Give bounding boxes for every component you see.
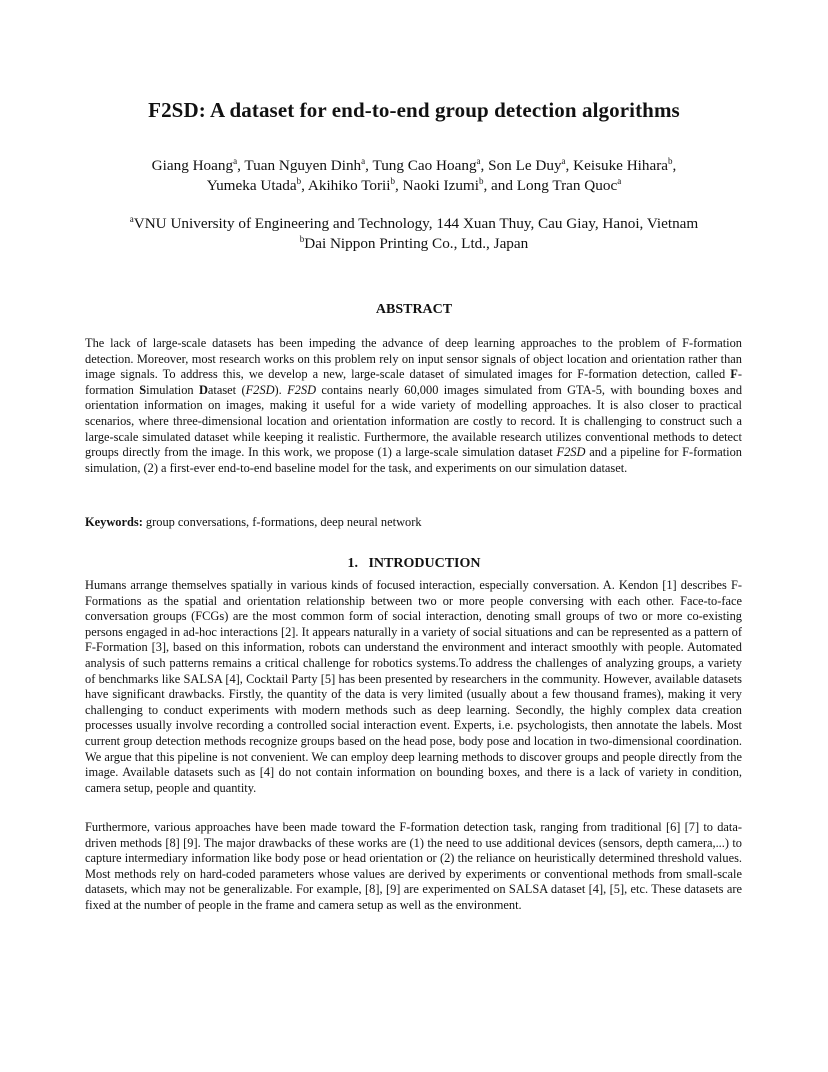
affiliation-marker: a: [476, 156, 481, 166]
author-name: Akihiko Torii: [307, 177, 391, 194]
abstract-name-bold: D: [198, 382, 208, 397]
intro-paragraph-2: Furthermore, various approaches have been made toward the F-formation detection task, ranging from traditional [6] [7] to data-driven methods [8] [9]. The major drawbacks of these works are (1) the need to use additional devices (sensors, depth camera,...) to capture intermediary information like body pose or head orientation or (2) the reliance on heuristically determined threshold values. Most methods rely on hard-coded parameters whose values are derived by experiments or conventional methods from small-scale datasets, which may not be generalizable. For example, [8], [9] are experimented on SALSA dataset [4], [5], etc. These datasets are fixed at the number of people in the frame and camera setup as well as the environment.: [85, 820, 742, 912]
affiliation-text: Dai Nippon Printing Co., Ltd., Japan: [304, 235, 529, 252]
abstract-text: -formation: [85, 367, 742, 397]
abstract-text: ).: [274, 382, 288, 397]
abstract-name-bold: F: [730, 367, 738, 382]
affiliation-marker: b: [478, 176, 484, 186]
abstract-heading: ABSTRACT: [375, 302, 453, 317]
author-name: Son Le Duy: [488, 157, 562, 174]
affiliation-marker: a: [361, 156, 366, 166]
intro-paragraph-1: Humans arrange themselves spatially in various kinds of focused interaction, especially conversation. A. Kendon [1] describes F-Formations as the spatial and orientation relationship between two or more people conversing with each other. Face-to-face conversation groups (FCGs) are the most common form of social interaction, denoting small groups of two or more co-existing persons engaged in ad-hoc interactions [2]. It appears naturally in a variety of social situations and can be represented as a pattern of F-Formation [3], based on this information, robots can understand the environment and interact smoothly with people. Automated analysis of such patterns remains a critical challenge for robotics systems.To address the challenges of analyzing groups, a variety of benchmarks like SALSA [4], Cocktail Party [5] has been presented by researchers in the community. However, available datasets have significant drawbacks. Firstly, the quantity of the data is very limited (usually about a few thousand frames), making it very challenging to conduct experiments with modern methods such as deep learning. Secondly, the highly complex data creation processes usually involve recording a controlled social interaction event. Experts, i.e. psychologists, then annotate the labels. Most current group detection methods recognize groups based on the head pose, body pose and location in two-dimensional coordination. We argue that this pipeline is not convenient. We can employ deep learning methods to discover groups and people directly from the image. Available datasets such as [4] do not contain information on bounding boxes, and there is a lack of variety in condition, camera setup, people and quantity.: [85, 578, 742, 795]
keywords: [85, 515, 742, 531]
affiliation-a: [60, 214, 768, 234]
affiliation-marker: b: [299, 234, 305, 244]
affiliation-text: VNU University of Engineering and Technology, 144 Xuan Thuy, Cau Giay, Hanoi, Vietnam: [133, 215, 699, 232]
affiliation-marker: b: [668, 156, 673, 166]
abstract-text: The lack of large-scale datasets has been impeding the advance of deep learning approaches to the problem of F-formation detection. Moreover, most research works on this problem rely on input sensor signals of object location and orientation rather than image signals. To address this, we develop a new, large-scale dataset of simulated images for F-formation detection, called: [85, 336, 742, 382]
author-name: Tung Cao Hoang: [372, 157, 477, 174]
abstract-text: ataset (: [207, 382, 246, 397]
affiliation-marker: b: [296, 176, 302, 186]
abstract-body: [85, 336, 742, 476]
abstract-text: and a pipeline for F-formation simulation, (2) a first-ever end-to-end baseline model for the task, and experiments on our simulation dataset.: [85, 445, 742, 475]
dataset-name: F2SD: [556, 445, 586, 460]
author-name: Naoki Izumi: [402, 177, 479, 194]
affiliation-b: [60, 234, 768, 254]
author-name: Yumeka Utada: [206, 177, 297, 194]
section-heading-introduction: 1. INTRODUCTION: [347, 556, 481, 571]
abstract-text: contains nearly 60,000 images simulated from GTA-5, with bounding boxes and orientation information on images, making it useful for a wide variety of modelling approaches. It is also closer to practical scenarios, where three-dimensional location and orientation information are costly to record. It is challenging to construct such a large-scale simulated dataset while keeping it realistic. Furthermore, the available research utilizes conventional methods to detect groups directly from the image. In this work, we propose (1) a large-scale simulation dataset: [85, 382, 743, 460]
paper-title: F2SD: A dataset for end-to-end group detection algorithms: [148, 98, 680, 122]
abstract-text: imulation: [146, 382, 199, 397]
keywords-text: group conversations, f-formations, deep neural network: [142, 515, 422, 529]
affiliation-marker: a: [561, 156, 566, 166]
author-name: Tuan Nguyen Dinh: [244, 157, 362, 174]
affiliation-marker: a: [233, 156, 238, 166]
author-conjunction: and: [491, 177, 513, 194]
author-list: Giang Hoang$^a$, Tuan Nguyen Dinh$^a$, Tung Cao Hoang$^a$, Son Le Duy$^a$, Keisuke Hihara$^b$, Yumeka Utada$^b$, Akihiko Torii$^b$, Naoki Izumi$^b$, and Long Tran Quoc$^a$: [151, 156, 677, 194]
affiliation-marker: a: [129, 214, 134, 224]
dataset-name: F2SD: [245, 382, 275, 397]
author-name: Keisuke Hihara: [573, 157, 669, 174]
affiliation-marker: a: [617, 176, 622, 186]
abstract-name-bold: S: [139, 382, 147, 397]
affiliation-marker: b: [390, 176, 396, 186]
affiliation-list: [60, 214, 768, 254]
keywords-label: Keywords:: [85, 515, 143, 529]
dataset-name: F2SD: [287, 382, 317, 397]
author-name: Long Tran Quoc: [516, 177, 618, 194]
author-name: Giang Hoang: [151, 157, 234, 174]
